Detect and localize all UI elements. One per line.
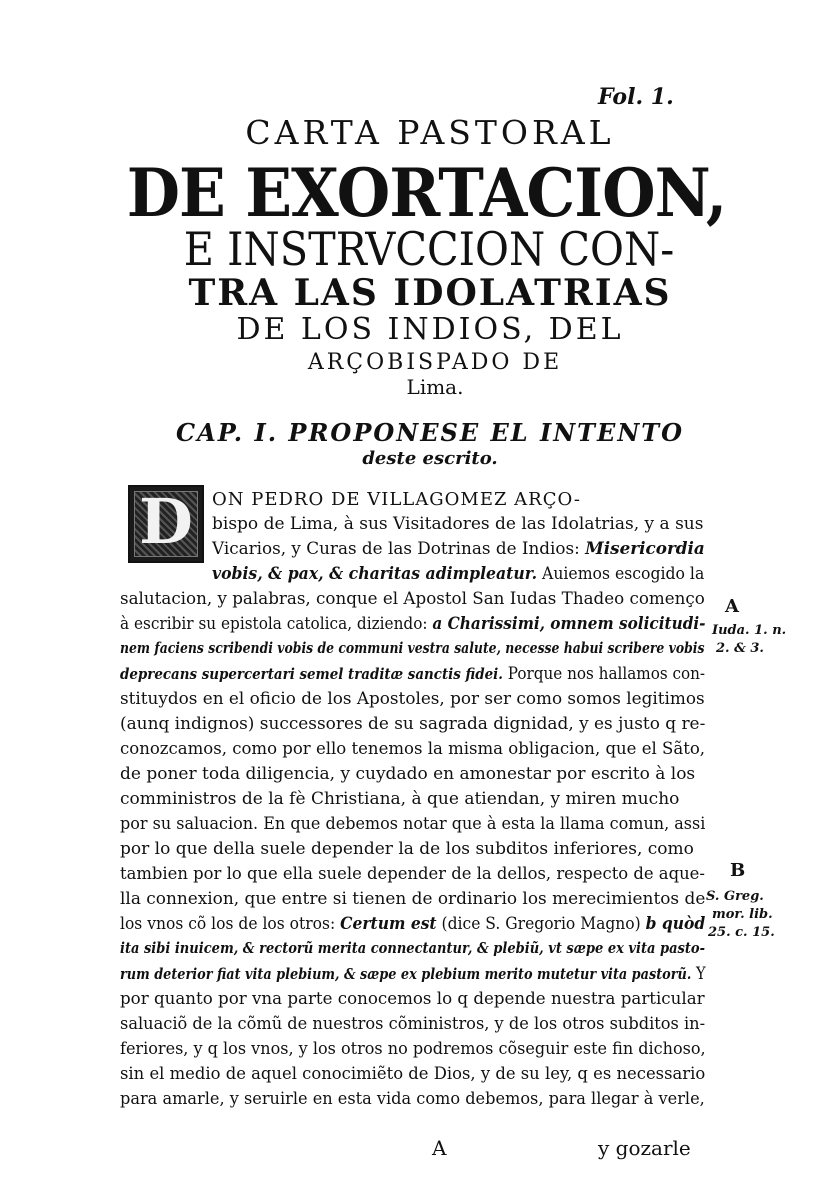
latin-quote: deprecans supercertari semel traditæ sanctis fidei. — [120, 665, 503, 683]
margin-note-reference: Iuda. 1. n. — [712, 623, 787, 638]
title-line-1: CARTA PASTORAL — [245, 113, 615, 152]
latin-quote: vobis, & pax, & charitas adimpleatur. — [212, 564, 538, 584]
body-text: Auiemos escogido la — [537, 564, 705, 584]
body-text: Vicarios, y Curas de las Dotrinas de Indios: — [212, 539, 586, 559]
body-text: Porque nos hallamos con- — [502, 664, 706, 684]
body-line: para amarle, y seruirle en esta vida como debemos, para llegar à verle, — [120, 1089, 705, 1109]
title-line-7: Lima. — [406, 375, 464, 399]
body-line: stituydos en el oficio de los Apostoles, por ser como somos legitimos — [120, 689, 705, 709]
title-line-5: DE LOS INDIOS, DEL — [236, 312, 624, 347]
body-line — [120, 966, 706, 983]
body-line: lla connexion, que entre si tienen de ordinario los merecimientos de — [120, 889, 706, 909]
margin-note-reference: 2. & 3. — [716, 641, 764, 656]
margin-note-letter: A — [725, 596, 739, 617]
chapter-subheading: deste escrito. — [362, 448, 498, 469]
body-line: feriores, y q los vnos, y los otros no podremos cõseguir este fin dichoso, — [120, 1039, 706, 1059]
body-text: Y — [691, 964, 706, 984]
title-line-2: DE EXORTACION, — [126, 154, 727, 232]
title-line-3: E INSTRVCCION CON- — [183, 222, 675, 276]
margin-note-reference: mor. lib. — [712, 907, 773, 922]
chapter-heading: CAP. I. PROPONESE EL INTENTO — [175, 418, 685, 447]
body-line: sin el medio de aquel conocimiẽto de Dios, y de su ley, q es necessario — [120, 1064, 706, 1084]
body-line: por lo que della suele depender la de los subditos inferiores, como — [120, 839, 694, 859]
body-line — [120, 616, 706, 633]
body-line: ON PEDRO DE VILLAGOMEZ ARÇO- — [212, 489, 582, 510]
latin-quote: Misericordia — [585, 539, 705, 559]
latin-quote: rum deterior fiat vita plebium, & sæpe ex plebium merito mutetur vita pastorũ. — [120, 965, 692, 983]
body-line: (aunq indignos) successores de su sagrada dignidad, y es justo q re- — [120, 714, 706, 734]
body-line: tambien por lo que ella suele depender de la dellos, respecto de aque- — [120, 864, 705, 884]
margin-note-reference: S. Greg. — [706, 889, 764, 904]
body-line: por su saluacion. En que debemos notar que à esta la llama comun, assi — [120, 814, 706, 834]
body-line: comministros de la fè Christiana, à que atiendan, y miren mucho — [120, 789, 680, 809]
margin-note-letter: B — [730, 860, 746, 881]
body-text: à escribir su epistola catolica, diziendo: — [120, 614, 433, 634]
body-line: nem faciens scribendi vobis de communi vestra salute, necesse habui scribere vobis — [120, 639, 705, 657]
body-line — [120, 666, 705, 683]
body-line: conozcamos, como por ello tenemos la misma obligacion, que el Sãto, — [120, 739, 706, 759]
ornamental-initial — [128, 485, 204, 563]
folio-number: Fol. 1. — [598, 84, 674, 110]
body-line — [120, 916, 705, 933]
body-line: por quanto por vna parte conocemos lo q depende nuestra particular — [120, 989, 705, 1009]
body-line: salutacion, y palabras, conque el Apostol San Iudas Thadeo començo — [120, 589, 705, 609]
title-line-6: ARÇOBISPADO DE — [307, 350, 563, 375]
title-line-4: TRA LAS IDOLATRIAS — [188, 272, 672, 314]
body-line: ita sibi inuicem, & rectorũ merita connectantur, & plebiũ, vt sæpe ex vita pasto- — [120, 939, 705, 957]
initial-letter: D — [139, 485, 193, 558]
latin-quote: b quòd — [645, 914, 706, 934]
body-line: de poner toda diligencia, y cuydado en amonestar por escrito à los — [120, 764, 696, 784]
body-text: los vnos cõ los de los otros: — [120, 914, 341, 934]
latin-quote: Certum est — [340, 914, 437, 934]
body-line: bispo de Lima, à sus Visitadores de las Idolatrias, y a sus — [212, 514, 704, 534]
body-line — [212, 541, 705, 558]
body-line — [212, 566, 704, 583]
body-line: saluaciõ de la cõmũ de nuestros cõministros, y de los otros subditos in- — [120, 1014, 706, 1034]
catchword: y gozarle — [598, 1136, 691, 1160]
latin-quote: a Charissimi, omnem solicitudi- — [432, 614, 706, 634]
body-text: (dice S. Gregorio Magno) — [436, 914, 646, 934]
signature-mark: A — [432, 1136, 447, 1160]
margin-note-reference: 25. c. 15. — [708, 925, 775, 940]
